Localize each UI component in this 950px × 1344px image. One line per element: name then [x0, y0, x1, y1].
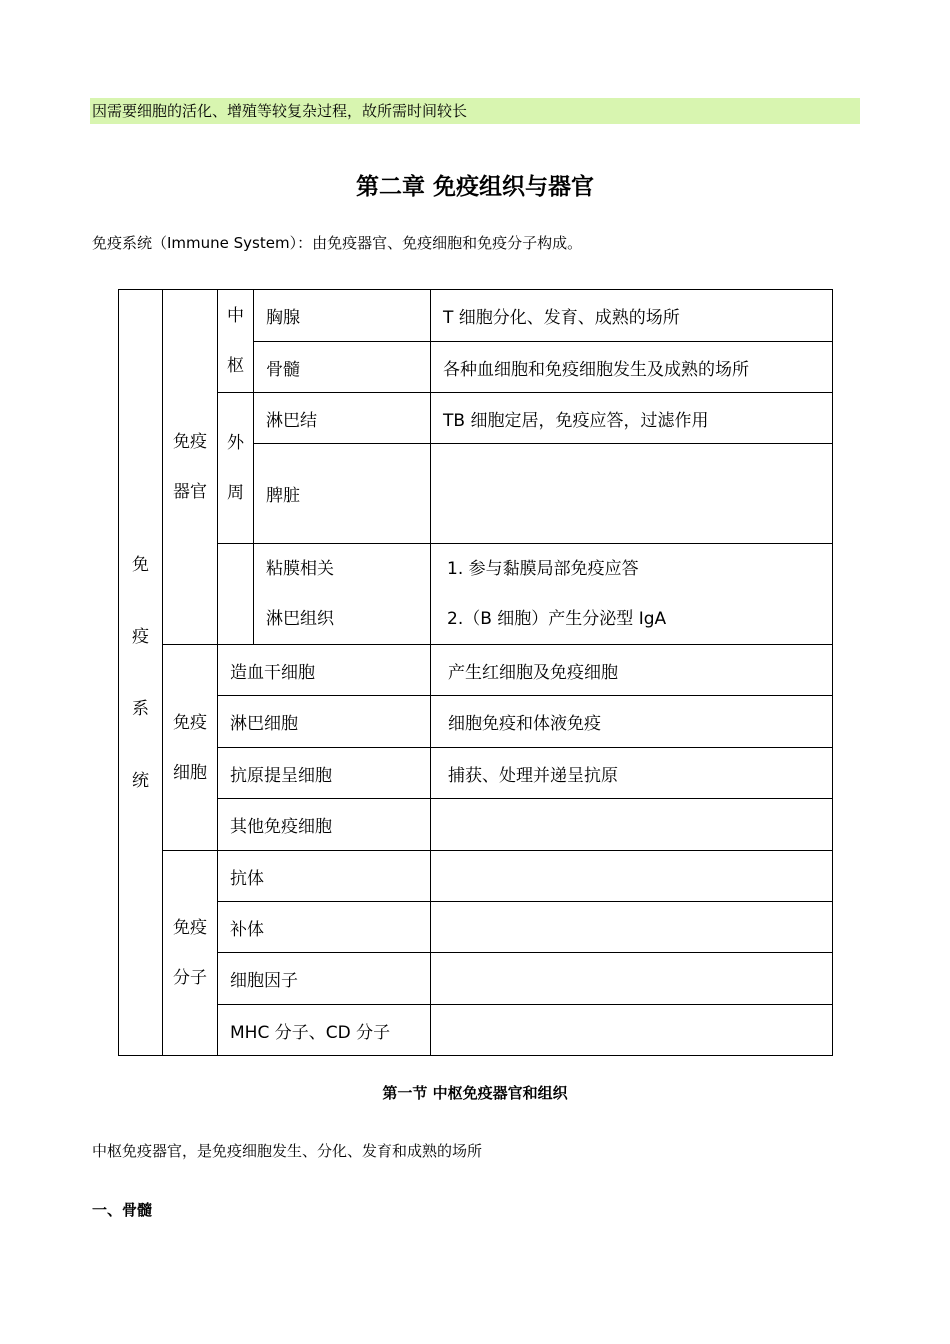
- cell-type-desc: 细胞免疫和体液免疫: [431, 696, 833, 748]
- malt-name-line: 淋巴组织: [266, 609, 334, 629]
- molecule-desc: [431, 851, 833, 902]
- chapter-title: 第二章 免疫组织与器官: [355, 174, 594, 200]
- immune-system-table: [118, 289, 833, 1056]
- root-char: 系: [132, 698, 149, 719]
- highlighted-note: 因需要细胞的活化、增殖等较复杂过程，故所需时间较长: [90, 98, 860, 124]
- table-row: [119, 696, 833, 748]
- table-row: [119, 544, 833, 645]
- lymph-node-desc: TB 细胞定居，免疫应答，过滤作用: [431, 393, 833, 444]
- immune-molecules-label: [163, 851, 218, 1056]
- cell-type-name: 其他免疫细胞: [218, 799, 431, 851]
- table-row: [119, 799, 833, 851]
- table-row: [119, 953, 833, 1005]
- immune-organs-label: [163, 290, 218, 645]
- bone-marrow-desc: 各种血细胞和免疫细胞发生及成熟的场所: [431, 342, 833, 393]
- molecule-name: 抗体: [218, 851, 431, 902]
- cells-label-line: 细胞: [173, 762, 207, 783]
- central-label: [218, 290, 254, 393]
- molecule-name: MHC 分子、CD 分子: [218, 1005, 431, 1056]
- molecules-label-line: 分子: [173, 968, 207, 988]
- malt-desc-line: 2.（B 细胞）产生分泌型 IgA: [447, 609, 667, 629]
- malt-desc-line: 1. 参与黏膜局部免疫应答: [447, 559, 639, 579]
- intro-paragraph: 免疫系统（Immune System）：由免疫器官、免疫细胞和免疫分子构成。: [92, 234, 583, 252]
- table-row: [119, 393, 833, 444]
- table-row: [119, 851, 833, 902]
- molecule-name: 细胞因子: [218, 953, 431, 1005]
- spleen-desc: [431, 444, 833, 544]
- cell-type-desc: 捕获、处理并递呈抗原: [431, 748, 833, 799]
- lymph-node-name: 淋巴结: [254, 393, 431, 444]
- central-char: 中: [227, 306, 244, 326]
- peripheral-label: [218, 393, 254, 544]
- malt-name: [254, 544, 431, 645]
- cell-type-name: 淋巴细胞: [218, 696, 431, 748]
- subheading: 一、骨髓: [92, 1201, 153, 1219]
- peripheral-char: 周: [227, 483, 244, 503]
- cell-type-desc: [431, 799, 833, 851]
- cells-label-line: 免疫: [173, 712, 207, 733]
- root-char: 免: [132, 554, 149, 575]
- table-row: [119, 290, 833, 342]
- malt-name-line: 粘膜相关: [266, 559, 334, 579]
- molecule-desc: [431, 902, 833, 953]
- cell-type-name: 抗原提呈细胞: [218, 748, 431, 799]
- molecule-desc: [431, 1005, 833, 1056]
- molecule-name: 补体: [218, 902, 431, 953]
- table-row: [119, 748, 833, 799]
- central-char: 枢: [227, 356, 244, 376]
- section-title: 第一节 中枢免疫器官和组织: [382, 1084, 568, 1102]
- organs-label-line: 免疫: [173, 432, 207, 452]
- table-row: [119, 902, 833, 953]
- peripheral-char: 外: [227, 433, 244, 453]
- table-row: [119, 645, 833, 696]
- bone-marrow-name: 骨髓: [254, 342, 431, 393]
- molecules-label-line: 免疫: [173, 918, 207, 938]
- immune-cells-label: [163, 645, 218, 851]
- table-row: [119, 1005, 833, 1056]
- molecule-desc: [431, 953, 833, 1005]
- organs-label-line: 器官: [173, 482, 207, 502]
- cell-type-desc: 产生红细胞及免疫细胞: [431, 645, 833, 696]
- cell-type-name: 造血干细胞: [218, 645, 431, 696]
- root-char: 统: [132, 770, 149, 791]
- thymus-desc: T 细胞分化、发育、成熟的场所: [431, 290, 833, 342]
- root-char: 疫: [132, 626, 149, 647]
- malt-desc: [431, 544, 833, 645]
- section-paragraph: 中枢免疫器官，是免疫细胞发生、分化、发育和成熟的场所: [92, 1142, 483, 1160]
- thymus-name: 胸腺: [254, 290, 431, 342]
- immune-system-label: [119, 290, 163, 1056]
- malt-empty-cell: [218, 544, 254, 645]
- spleen-name: 脾脏: [254, 444, 431, 544]
